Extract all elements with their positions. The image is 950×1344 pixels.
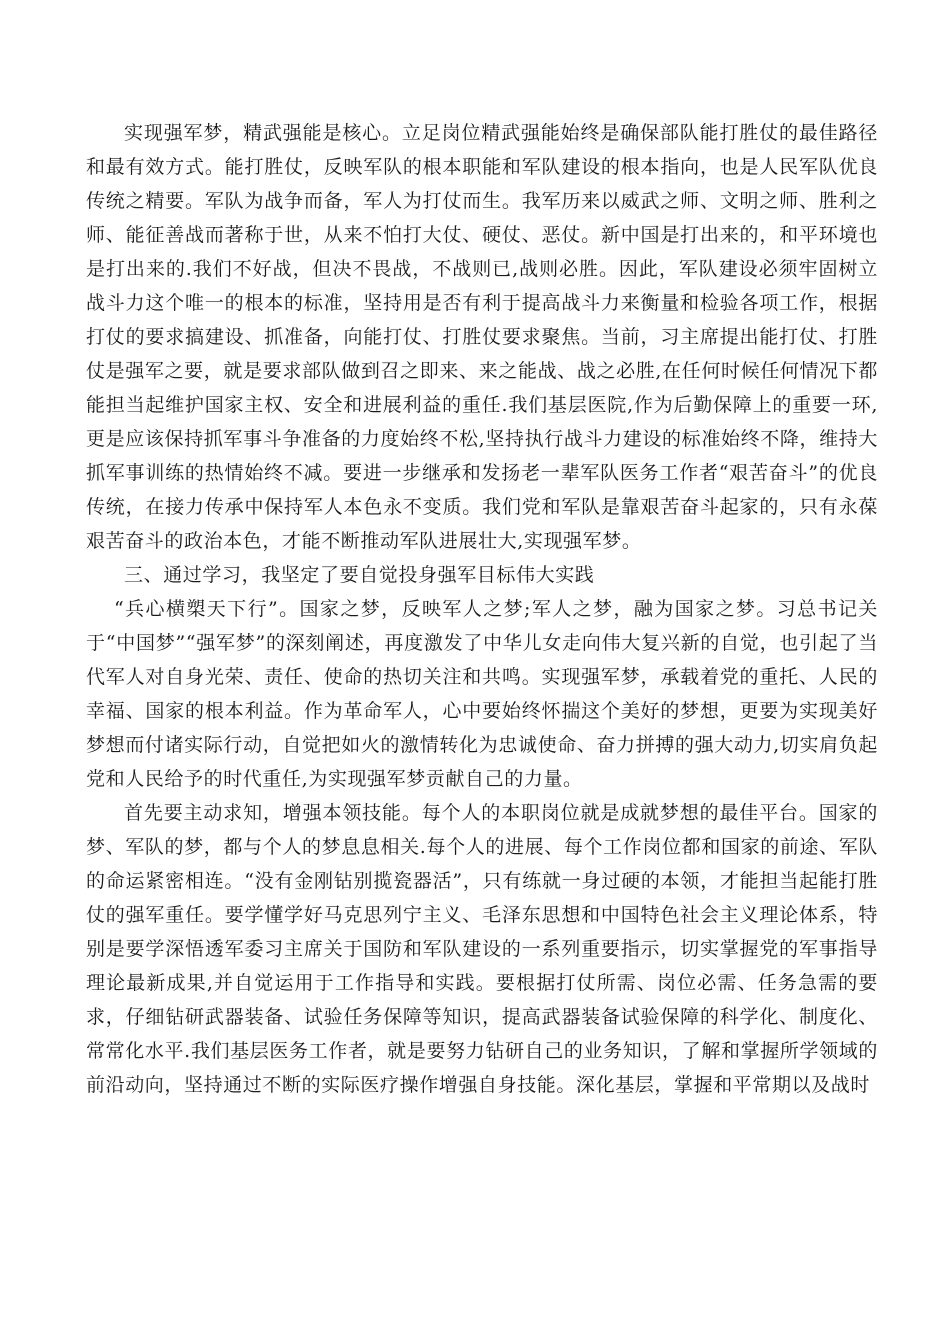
- section-heading-three: 三、通过学习，我坚定了要自觉投身强军目标伟大实践: [124, 564, 595, 586]
- paragraph-soldier-dream: “兵心横槊天下行”。国家之梦，反映军人之梦;军人之梦，融为国家之梦。习总书记关于“中国梦”“强军梦”的深刻阐述，再度激发了中华儿女走向伟大复兴新的自觉，也引起了当代军人对自身光荣、责任、使命的热切关注和共鸣。实现强军梦，承载着党的重托、人民的幸福、国家的根本利益。作为革命军人，心中要始终怀揣这个美好的梦想，更要为实现美好梦想而付诸实际行动，自觉把如火的激情转化为忠诚使命、奋力拼搏的强大动力,切实肩负起党和人民给予的时代重任,为实现强军梦贡献自己的力量。: [86, 598, 878, 790]
- document-body: [86, 116, 878, 1102]
- paragraph-strong-army-core: 实现强军梦，精武强能是核心。立足岗位精武强能始终是确保部队能打胜仗的最佳路径和最有效方式。能打胜仗，反映军队的根本职能和军队建设的根本指向，也是人民军队优良传统之精要。军队为战争而备，军人为打仗而生。我军历来以威武之师、文明之师、胜利之师、能征善战而著称于世，从来不怕打大仗、硬仗、恶仗。新中国是打出来的，和平环境也是打出来的.我们不好战，但决不畏战，不战则已,战则必胜。因此，军队建设必须牢固树立战斗力这个唯一的根本的标准，坚持用是否有利于提高战斗力来衡量和检验各项工作，根据打仗的要求搞建设、抓准备，向能打仗、打胜仗要求聚焦。当前，习主席提出能打仗、打胜仗是强军之要，就是要求部队做到召之即来、来之能战、战之必胜,在任何时候任何情况下都能担当起维护国家主权、安全和进展利益的重任.我们基层医院,作为后勤保障上的重要一环,更是应该保持抓军事斗争准备的力度始终不松,坚持执行战斗力建设的标准始终不降，维持大抓军事训练的热情始终不减。要进一步继承和发扬老一辈军队医务工作者“艰苦奋斗”的优良传统，在接力传承中保持军人本色永不变质。我们党和军队是靠艰苦奋斗起家的，只有永葆艰苦奋斗的政治本色，才能不断推动军队进展壮大,实现强军梦。: [86, 122, 878, 552]
- paragraph-seek-knowledge: 首先要主动求知，增强本领技能。每个人的本职岗位就是成就梦想的最佳平台。国家的梦、军队的梦，都与个人的梦息息相关.每个人的进展、每个工作岗位都和国家的前途、军队的命运紧密相连。“没有金刚钻别揽瓷器活”，只有练就一身过硬的本领，才能担当起能打胜仗的强军重任。要学懂学好马克思列宁主义、毛泽东思想和中国特色社会主义理论体系，特别是要学深悟透军委习主席关于国防和军队建设的一系列重要指示，切实掌握党的军事指导理论最新成果,并自觉运用于工作指导和实践。要根据打仗所需、岗位必需、任务急需的要求，仔细钻研武器装备、试验任务保障等知识，提高武器装备试验保障的科学化、制度化、常常化水平.我们基层医务工作者，就是要努力钻研自己的业务知识，了解和掌握所学领域的前沿动向，坚持通过不断的实际医疗操作增强自身技能。深化基层，掌握和平常期以及战时: [86, 802, 878, 1096]
